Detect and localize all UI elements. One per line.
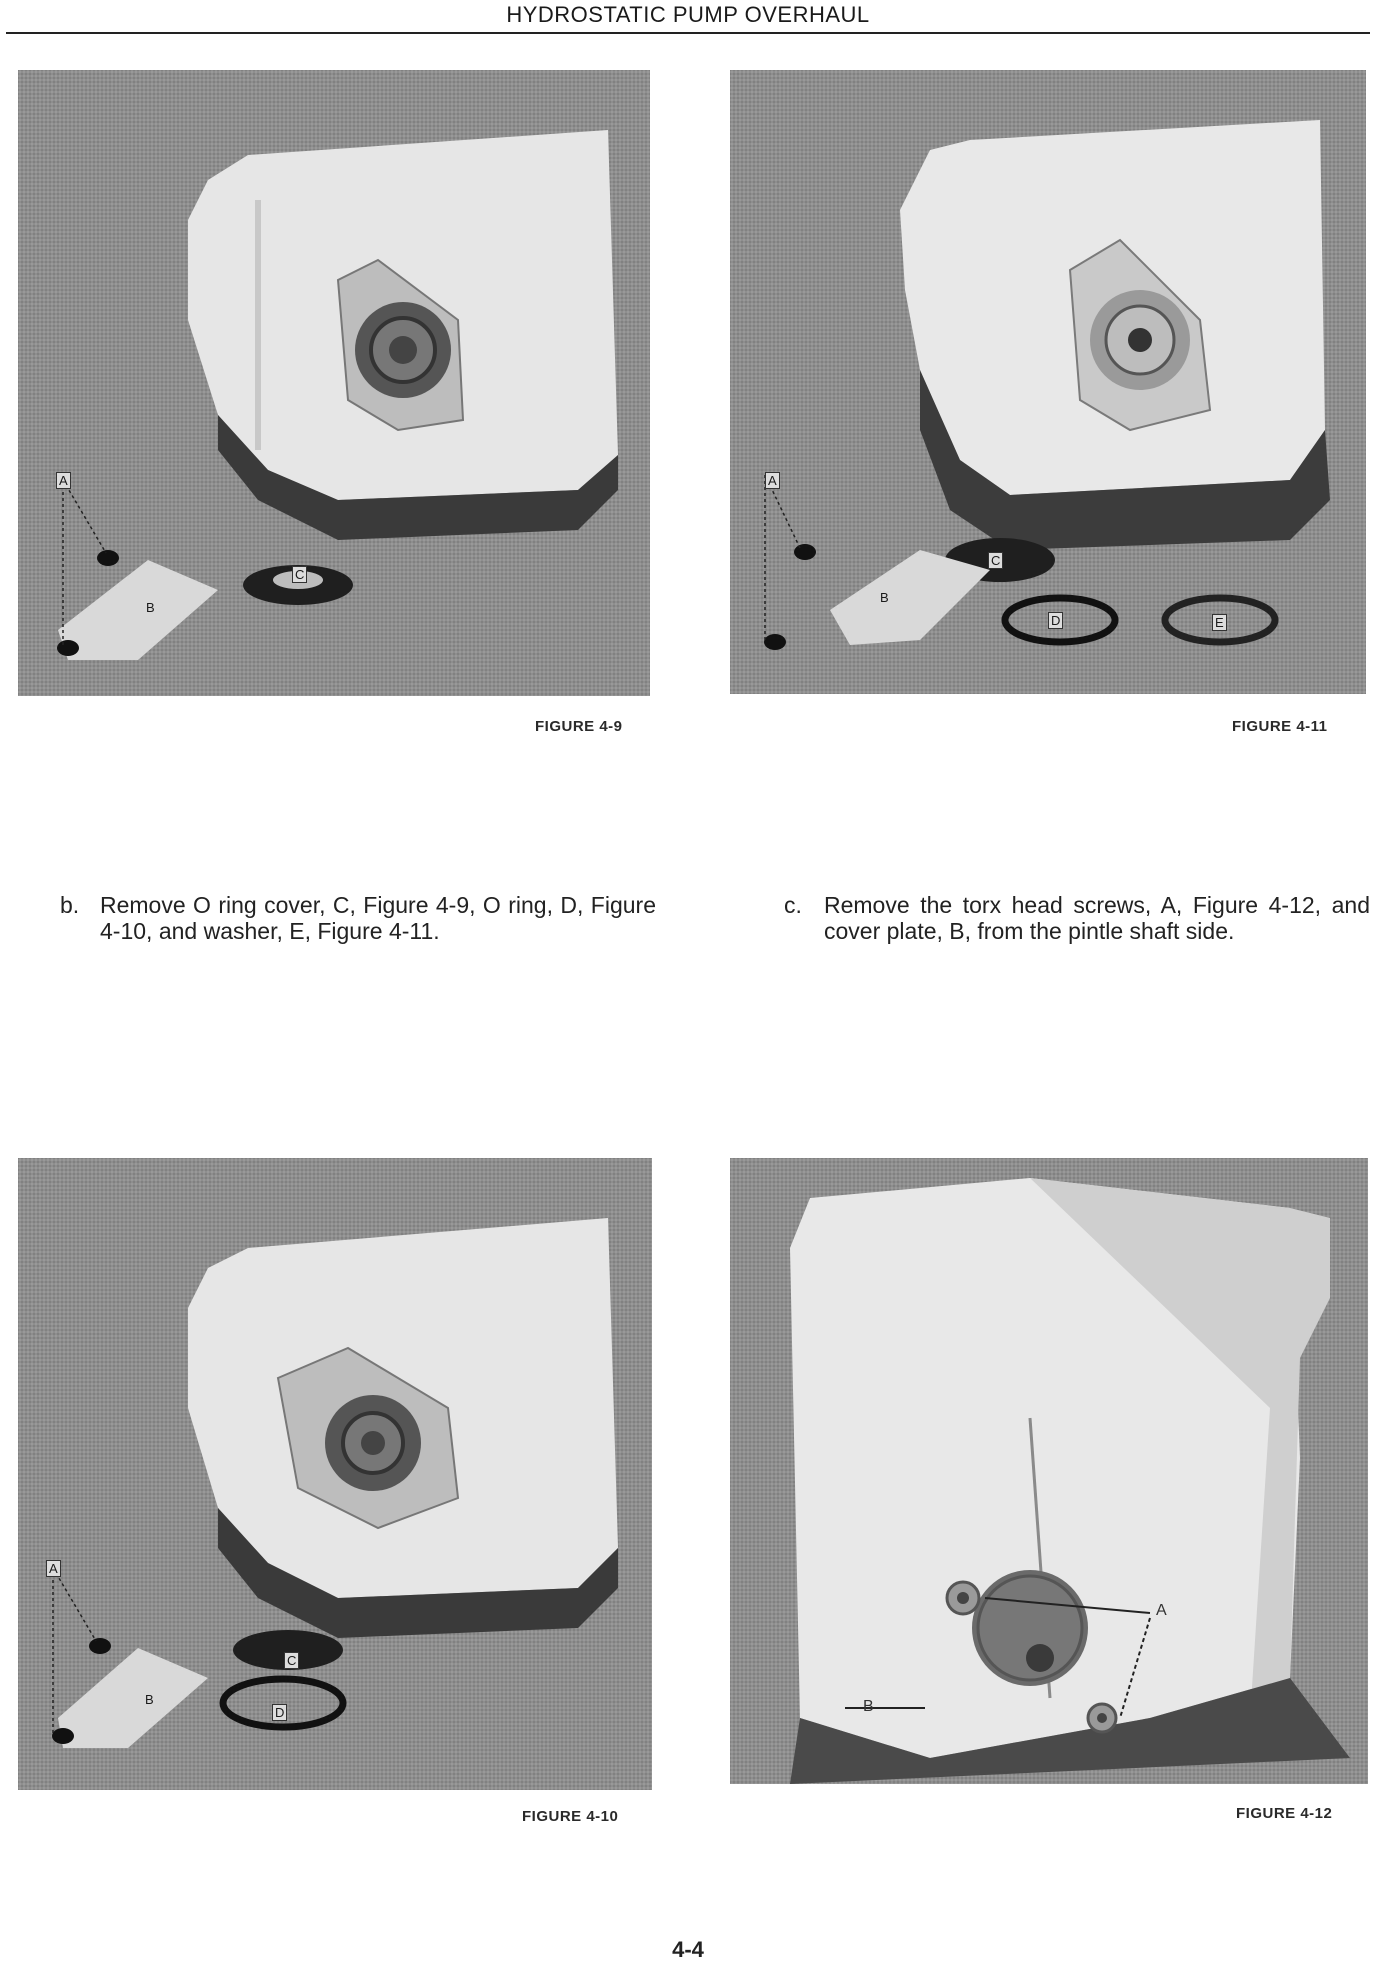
figure-4-11-illustration bbox=[730, 70, 1366, 694]
figure-4-9-label-b: B bbox=[146, 600, 155, 615]
figure-4-11-label-a: A bbox=[765, 472, 780, 489]
figure-4-9-illustration bbox=[18, 70, 650, 696]
figure-4-11-label-d: D bbox=[1048, 612, 1063, 629]
figure-4-12-caption: FIGURE 4-12 bbox=[1236, 1805, 1333, 1822]
header-rule bbox=[6, 32, 1370, 34]
figure-4-11-label-b: B bbox=[880, 590, 889, 605]
figure-4-12-label-a: A bbox=[1156, 1602, 1167, 1619]
figure-4-9-label-a: A bbox=[56, 472, 71, 489]
page-header-title: HYDROSTATIC PUMP OVERHAUL bbox=[506, 2, 870, 27]
figure-4-12-illustration bbox=[730, 1158, 1368, 1784]
step-c bbox=[784, 892, 1370, 1002]
step-b-text: Remove O ring cover, C, Figure 4-9, O ring, D, Figure 4-10, and washer, E, Figure 4-11. bbox=[100, 892, 656, 944]
figure-4-10-photo bbox=[18, 1158, 652, 1790]
figure-4-12-photo bbox=[730, 1158, 1368, 1784]
figure-4-10-label-c: C bbox=[284, 1652, 299, 1669]
figure-4-9-caption: FIGURE 4-9 bbox=[535, 718, 623, 735]
figure-4-12-label-b: B bbox=[863, 1698, 874, 1715]
figure-4-11-label-c: C bbox=[988, 552, 1003, 569]
figure-4-10-illustration bbox=[18, 1158, 652, 1790]
figure-4-10-caption: FIGURE 4-10 bbox=[522, 1808, 619, 1825]
figure-4-10-label-d: D bbox=[272, 1704, 287, 1721]
figure-4-9-photo bbox=[18, 70, 650, 696]
step-b-marker: b. bbox=[60, 892, 80, 918]
figure-4-11-caption: FIGURE 4-11 bbox=[1232, 718, 1328, 735]
page-number: 4-4 bbox=[672, 1937, 704, 1962]
figure-4-11-photo bbox=[730, 70, 1366, 694]
step-b bbox=[60, 892, 656, 1002]
figure-4-10-label-b: B bbox=[145, 1692, 154, 1707]
figure-4-10-label-a: A bbox=[46, 1560, 61, 1577]
figure-4-11-label-e: E bbox=[1212, 614, 1227, 631]
figure-4-9-label-c: C bbox=[292, 566, 307, 583]
step-c-text: Remove the torx head screws, A, Figure 4-12, and cover plate, B, from the pintle shaft side. bbox=[824, 892, 1370, 944]
step-c-marker: c. bbox=[784, 892, 802, 918]
